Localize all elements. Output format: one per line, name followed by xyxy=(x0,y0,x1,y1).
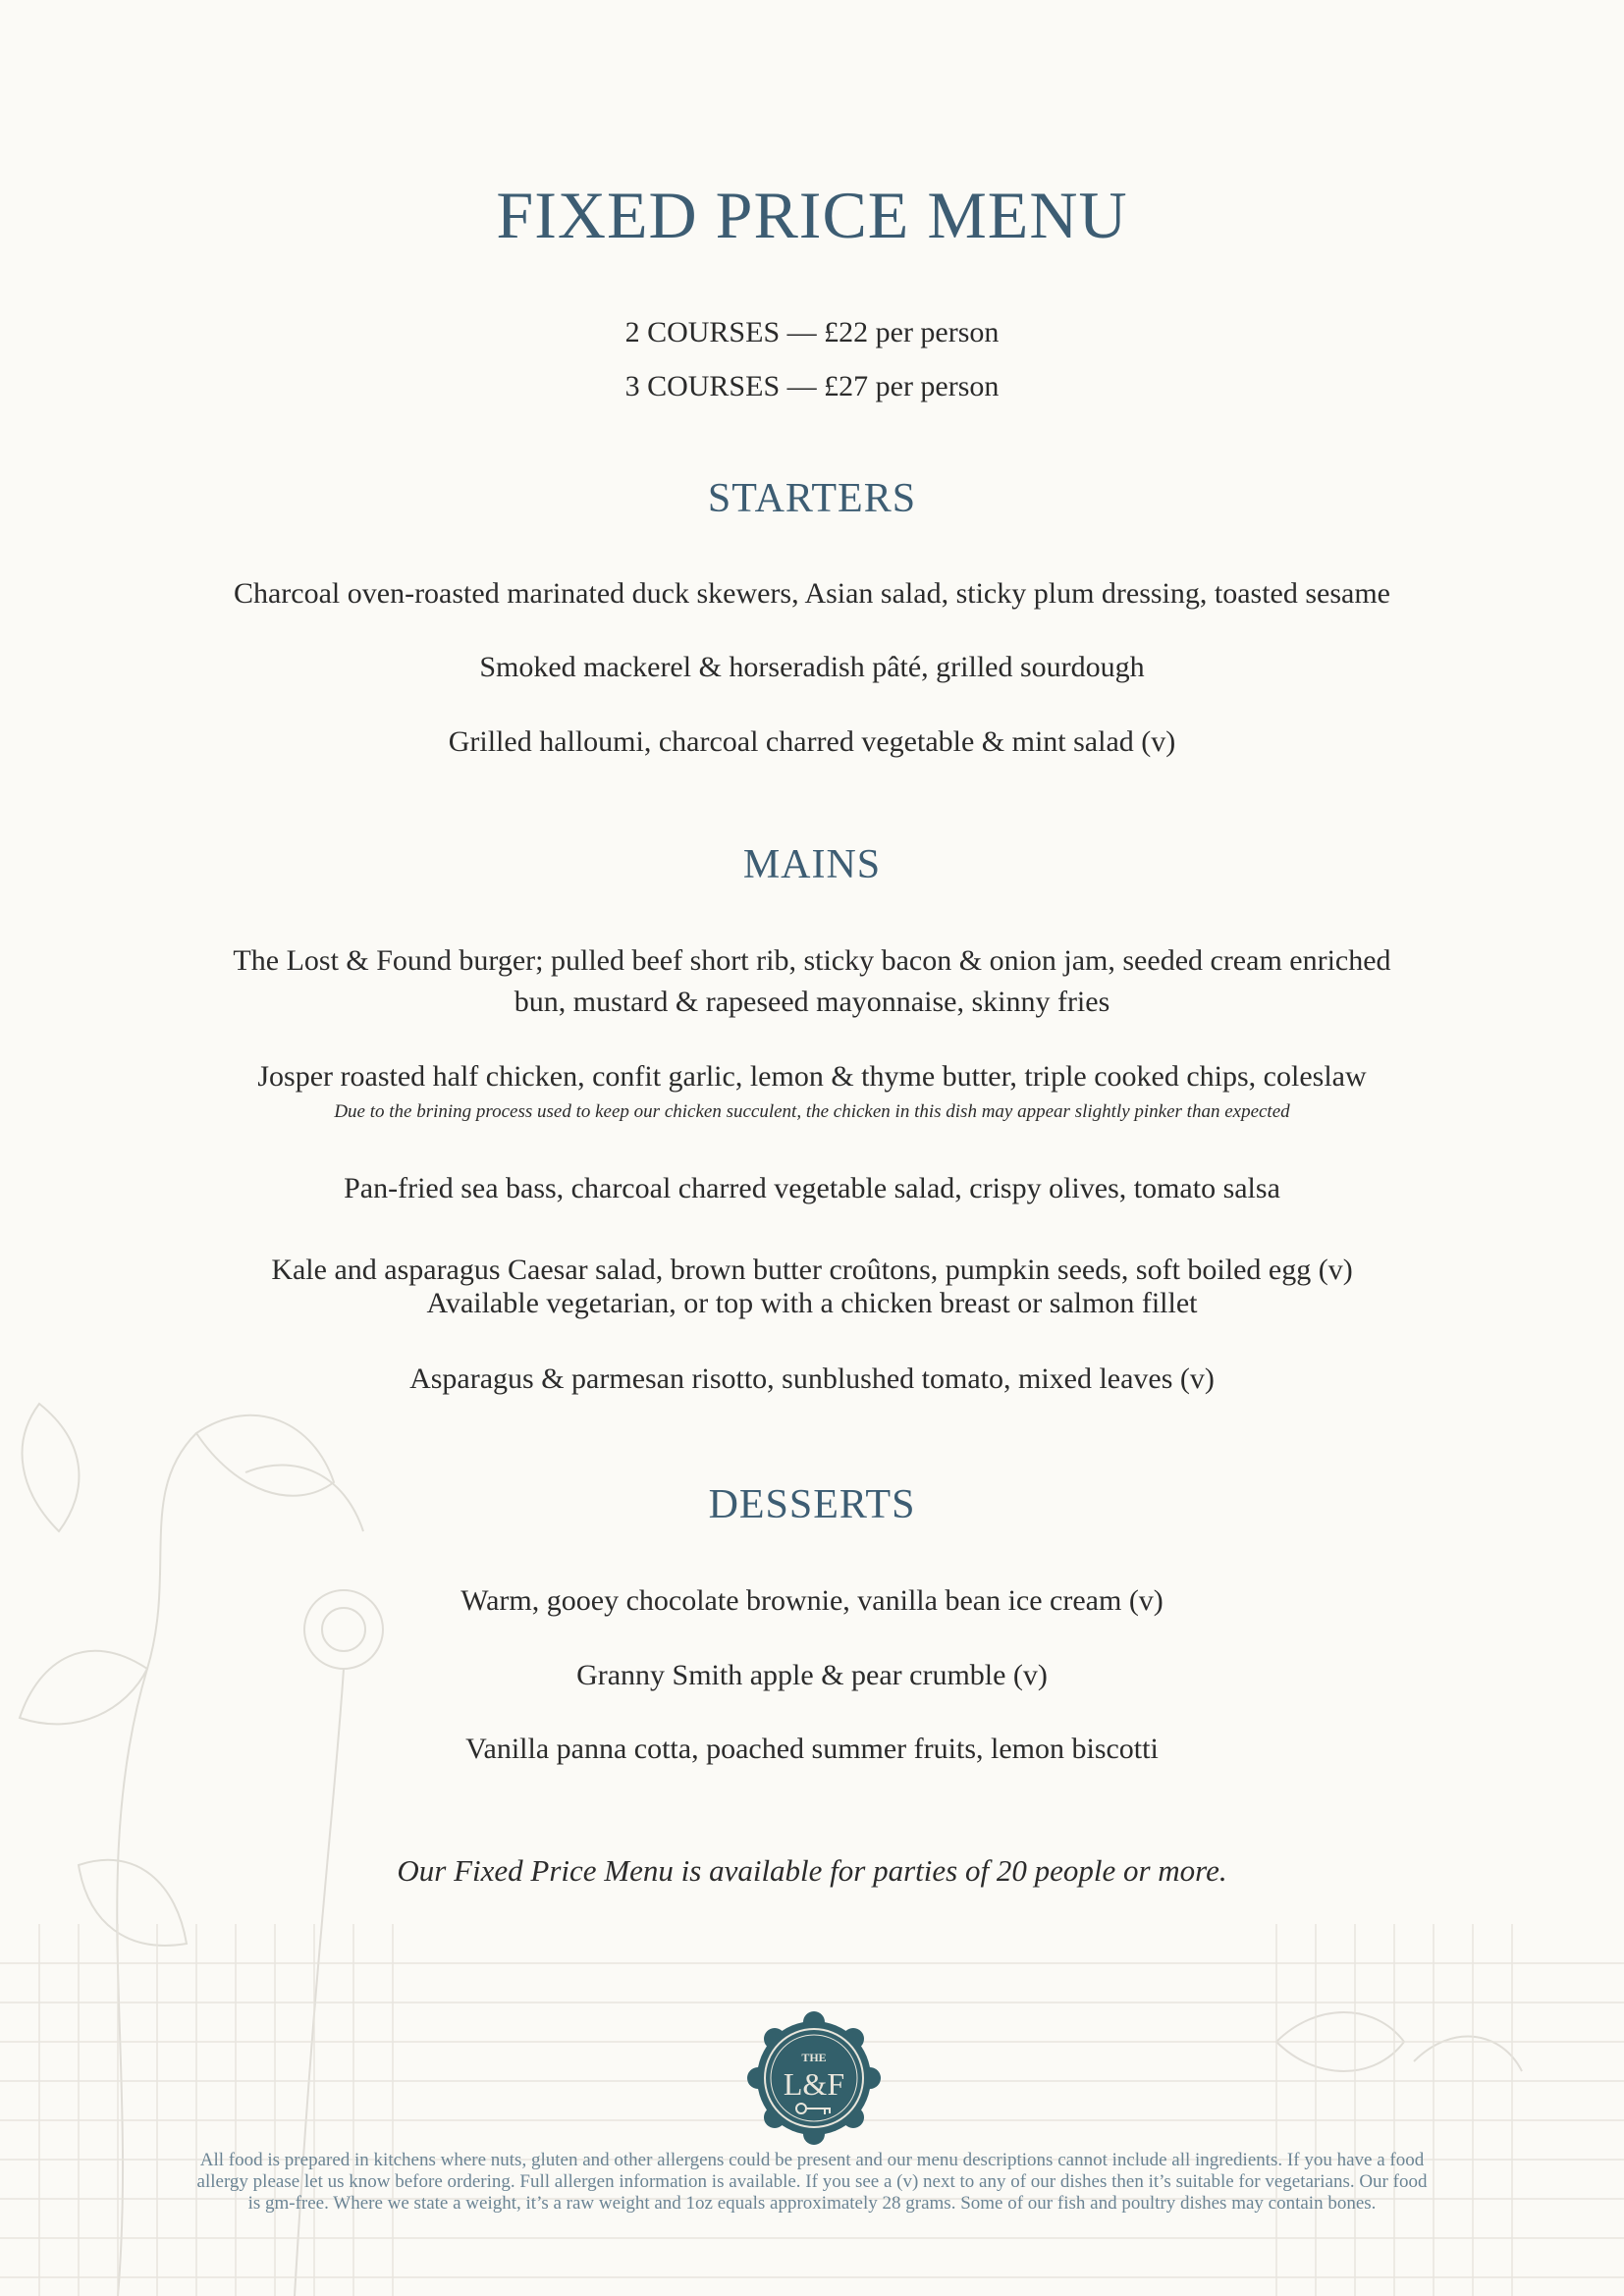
logo-text-lf: L&F xyxy=(783,2066,845,2102)
menu-item: Josper roasted half chicken, confit garlic, lemon & thyme butter, triple cooked chips, coleslaw xyxy=(257,1060,1367,1093)
menu-item: Kale and asparagus Caesar salad, brown butter croûtons, pumpkin seeds, soft boiled egg (v) xyxy=(271,1254,1353,1286)
menu-item: Warm, gooey chocolate brownie, vanilla bean ice cream (v) xyxy=(460,1584,1164,1617)
menu-item: Granny Smith apple & pear crumble (v) xyxy=(576,1659,1048,1691)
menu-item: Charcoal oven-roasted marinated duck skewers, Asian salad, sticky plum dressing, toasted sesame xyxy=(233,577,1390,610)
price-three-courses: 3 COURSES — £27 per person xyxy=(624,370,1000,402)
caesar-option: Available vegetarian, or top with a chicken breast or salmon fillet xyxy=(426,1287,1198,1319)
section-heading-mains: MAINS xyxy=(742,842,882,887)
logo-text-the: THE xyxy=(801,2051,827,2064)
menu-item: The Lost & Found burger; pulled beef short rib, sticky bacon & onion jam, seeded cream enriched bun, mustard & rapeseed mayonnaise, skinny fries xyxy=(233,944,1391,1018)
restaurant-logo xyxy=(746,2010,882,2146)
menu-item: Vanilla panna cotta, poached summer fruits, lemon biscotti xyxy=(465,1733,1159,1765)
section-heading-starters: STARTERS xyxy=(707,476,917,521)
key-crest-icon xyxy=(746,2010,882,2146)
menu-item: Pan-fried sea bass, charcoal charred vegetable salad, crispy olives, tomato salsa xyxy=(344,1172,1280,1204)
chicken-note: Due to the brining process used to keep our chicken succulent, the chicken in this dish may appear slightly pinker than expected xyxy=(334,1101,1290,1122)
allergen-disclaimer: All food is prepared in kitchens where nuts, gluten and other allergens could be present and our menu descriptions cannot include all ingredients. If you have a food allergy please let us know before ordering. Full allergen information is available. If you see a (v) next to any of our dishes then it’s suitable for vegetarians. Our food is gm-free. Where we state a weight, it’s a raw weight and 1oz equals approximately 28 grams. Some of our fish and poultry dishes may contain bones. xyxy=(196,2150,1428,2214)
section-heading-desserts: DESSERTS xyxy=(708,1482,916,1527)
menu-title: FIXED PRICE MENU xyxy=(496,178,1128,252)
menu-item: Asparagus & parmesan risotto, sunblushed tomato, mixed leaves (v) xyxy=(409,1362,1215,1395)
availability-note: Our Fixed Price Menu is available for parties of 20 people or more. xyxy=(397,1853,1227,1888)
menu-item: Grilled halloumi, charcoal charred vegetable & mint salad (v) xyxy=(448,725,1176,758)
price-two-courses: 2 COURSES — £22 per person xyxy=(624,316,1000,348)
menu-item: Smoked mackerel & horseradish pâté, grilled sourdough xyxy=(479,651,1145,683)
